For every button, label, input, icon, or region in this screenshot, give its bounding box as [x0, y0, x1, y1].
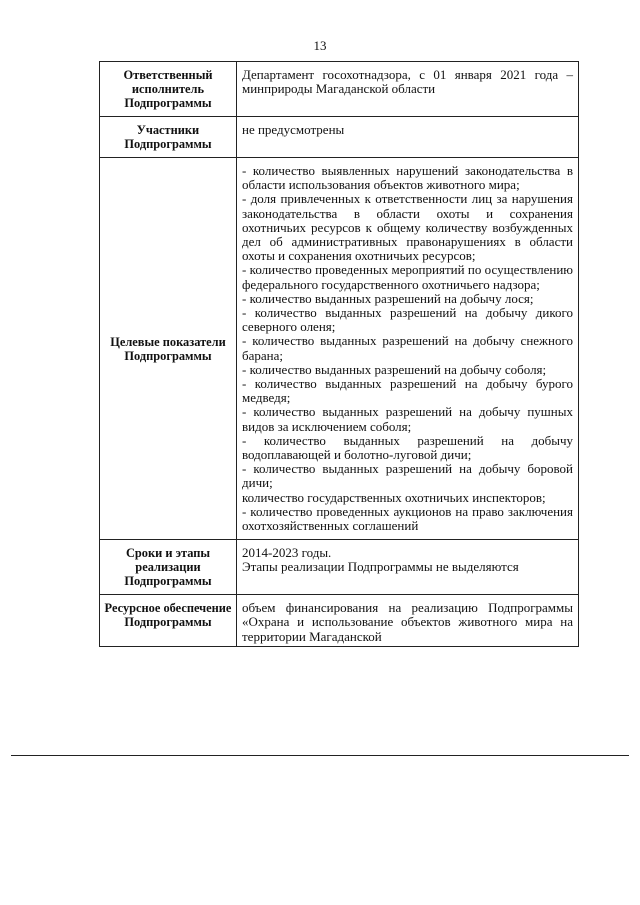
page-bottom-divider	[11, 755, 629, 756]
indicator-item: - количество выданных разрешений на добычу снежного барана;	[242, 333, 573, 363]
timeline-label: Сроки и этапы реализации Подпрограммы	[100, 540, 237, 595]
indicator-item: - количество проведенных мероприятий по осуществлению федерального государственного охотничьего надзора;	[242, 262, 573, 292]
row-participants	[100, 117, 579, 158]
indicator-item: - количество проведенных аукционов на право заключения охотхозяйственных соглашений	[242, 503, 573, 534]
indicator-item: - количество выданных разрешений на добычу дикого северного оленя;	[242, 305, 573, 335]
indicator-item: - количество выданных разрешений на добычу боровой дичи;	[242, 461, 573, 491]
resources-value: объем финансирования на реализацию Подпрограммы «Охрана и использование объектов животного мира на территории Магаданской	[237, 595, 579, 647]
timeline-value	[237, 540, 579, 595]
indicator-item: количество государственных охотничьих инспекторов;	[242, 489, 546, 505]
indicator-item: - количество выявленных нарушений законодательства в области использования объектов животного мира;	[242, 163, 573, 193]
row-indicators	[100, 158, 579, 540]
indicator-item: - количество выданных разрешений на добычу лося;	[242, 290, 534, 306]
participants-value: не предусмотрены	[237, 117, 579, 158]
subprogram-passport-table	[99, 61, 579, 647]
indicators-label: Целевые показатели Подпрограммы	[100, 158, 237, 540]
timeline-stages: Этапы реализации Подпрограммы не выделяются	[242, 559, 519, 575]
indicator-item: - количество выданных разрешений на добычу пушных видов за исключением соболя;	[242, 404, 573, 434]
row-resources	[100, 595, 579, 647]
row-executor	[100, 62, 579, 117]
page-number: 13	[313, 38, 327, 53]
resources-label: Ресурсное обеспечение Подпрограммы	[100, 595, 237, 647]
executor-label: Ответственный исполнитель Подпрограммы	[100, 62, 237, 117]
participants-label: Участники Подпрограммы	[100, 117, 237, 158]
executor-value: Департамент госохотнадзора, с 01 января 2021 года – минприроды Магаданской области	[237, 62, 579, 117]
indicator-item: - количество выданных разрешений на добычу бурого медведя;	[242, 376, 573, 406]
indicators-list	[237, 158, 579, 540]
indicator-item: - количество выданных разрешений на добычу соболя;	[242, 361, 547, 377]
indicator-item: - доля привлеченных к ответственности лиц за нарушения законодательства в области охоты и сохранения охотничьих ресурсов к общему количеству возбужденных дел об административных правонарушениях в области охоты и сохранения охотничьих ресурсов;	[242, 191, 573, 264]
timeline-period: 2014-2023 годы.	[242, 545, 332, 561]
row-timeline	[100, 540, 579, 595]
indicator-item: - количество выданных разрешений на добычу водоплавающей и болотно-луговой дичи;	[242, 432, 573, 463]
